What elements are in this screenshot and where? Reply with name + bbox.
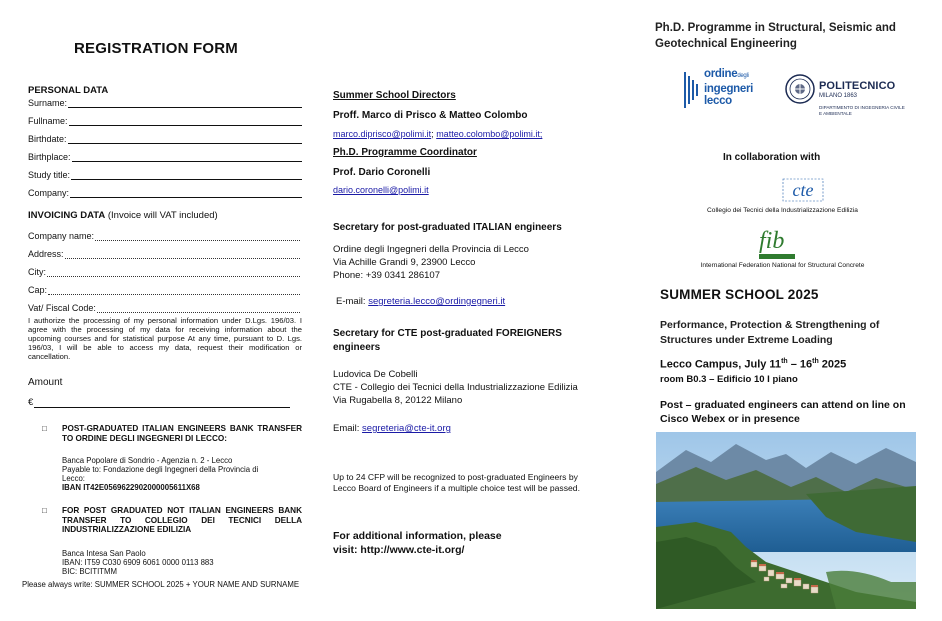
summer-school-room: room B0.3 – Edificio 10 I piano	[660, 374, 798, 385]
surname-field[interactable]	[28, 95, 302, 108]
email-link-ordine[interactable]: segreteria.lecco@ordingegneri.it	[368, 296, 506, 307]
campus-part-b: – 16	[787, 358, 813, 371]
additional-info	[333, 529, 603, 557]
politecnico-year: MILANO 1863	[819, 93, 858, 99]
campus-sup1: th	[781, 358, 788, 365]
invoicing-data-heading	[28, 210, 218, 221]
invoice-vat-field[interactable]	[28, 300, 302, 313]
ordine-ingegneri-logo	[682, 68, 772, 114]
info-line1: For additional information, please	[333, 530, 502, 542]
lake-como-photo	[656, 432, 916, 609]
company-field[interactable]	[28, 185, 302, 198]
politecnico-dept: DIPARTIMENTO DI INGEGNERIA CIVILE E AMBIENTALE	[819, 105, 905, 116]
programme-title: Ph.D. Programme in Structural, Seismic and Geotechnical Engineering	[655, 22, 896, 50]
secretary-cte-address	[333, 368, 578, 407]
cte-mark-icon	[779, 175, 827, 205]
study-title-field[interactable]	[28, 167, 302, 180]
secretary-italian-address	[333, 243, 529, 282]
bank1-details	[62, 456, 262, 492]
bank1-line2: Payable to: Fondazione degli Ingegneri della Provincia di Lecco:	[62, 465, 259, 483]
field-label: Surname:	[28, 98, 68, 108]
cte-caption: Collegio dei Tecnici della Industrializzazione Edilizia	[707, 207, 858, 214]
bank1-heading: POST-GRADUATED ITALIAN ENGINEERS BANK TRANSFER TO ORDINE DEGLI INGEGNERI DI LECCO:	[62, 424, 302, 443]
field-label: Study title:	[28, 170, 71, 180]
privacy-consent-text: I authorize the processing of my personal information under D.Lgs. 196/03. I agree with the processing of my data for receiving information about the upcoming courses and for statistical purpose At any time, pursuant to D. Lgs. 196/03, I will be able to access my data, request their modification or cancellation.	[28, 316, 302, 361]
cte-mark-text: cte	[792, 180, 814, 200]
fib-mark: fib	[759, 228, 785, 254]
ordine-line3: lecco	[704, 95, 732, 107]
ordine-line2: ingegneri	[704, 82, 754, 95]
campus-sup2: th	[812, 358, 819, 365]
secretary-it-line2: Via Achille Grandi 9, 23900 Lecco	[333, 257, 476, 268]
checkbox-italian-engineers[interactable]: □	[42, 424, 47, 433]
coordinator-heading: Ph.D. Programme Coordinator	[333, 147, 477, 158]
email-link-coronelli[interactable]: dario.coronelli@polimi.it	[333, 185, 429, 195]
bank2-line1: Banca Intesa San Paolo	[62, 549, 146, 558]
field-label: Address:	[28, 249, 64, 259]
bank1-iban: IBAN IT42E0569622902000005611X68	[62, 483, 200, 492]
politecnico-logo	[785, 74, 935, 122]
email-link-cte[interactable]: segreteria@cte-it.org	[362, 423, 451, 434]
directors-heading: Summer School Directors	[333, 90, 456, 101]
secretary-it-line3: Phone: +39 0341 286107	[333, 270, 440, 281]
checkbox-foreign-engineers[interactable]: □	[42, 506, 47, 515]
bank2-heading: FOR POST GRADUATED NOT ITALIAN ENGINEERS BANK TRANSFER TO COLLEGIO DEI TECNICI DELLA INDUSTRIALIZZAZIONE EDILIZIA	[62, 506, 302, 534]
secretary-cte-heading: Secretary for CTE post-graduated FOREIGNERS engineers	[333, 328, 562, 353]
secretary-it-line1: Ordine degli Ingegneri della Provincia di Lecco	[333, 244, 529, 255]
cfp-note: Up to 24 CFP will be recognized to post-graduated Engineers by Lecco Board of Engineers if a multiple choice test will be passed.	[333, 472, 580, 493]
fib-logo	[759, 228, 795, 260]
invoicing-heading-note: (Invoice will VAT included)	[105, 210, 218, 221]
fib-caption: International Federation National for Structural Concrete	[700, 262, 865, 269]
payment-note: Please always write: SUMMER SCHOOL 2025 + YOUR NAME AND SURNAME	[22, 580, 300, 589]
email-link-diprisco[interactable]: marco.diprisco@polimi.it	[333, 129, 432, 139]
attendance-note: Post – graduated engineers can attend on line on Cisco Webex or in presence	[660, 399, 906, 425]
coordinator-name: Prof. Dario Coronelli	[333, 167, 431, 178]
secretary-italian-heading: Secretary for post-graduated ITALIAN engineers	[333, 222, 562, 233]
invoice-cap-field[interactable]	[28, 282, 302, 295]
field-label: City:	[28, 267, 46, 277]
field-label: Birthplace:	[28, 152, 71, 162]
fib-bar	[759, 254, 795, 259]
summer-school-subtitle: Performance, Protection & Strengthening of Structures under Extreme Loading	[660, 319, 880, 346]
campus-part-c: 2025	[818, 358, 847, 371]
field-label: Fullname:	[28, 116, 68, 126]
summer-school-dates	[660, 358, 846, 371]
bank2-line2: IBAN: IT59 C030 6909 6061 0000 0113 883	[62, 558, 214, 567]
bank2-details	[62, 549, 302, 576]
birthplace-field[interactable]	[28, 149, 302, 162]
secretary-cte-line1: Ludovica De Cobelli	[333, 369, 418, 380]
field-label: Vat/ Fiscal Code:	[28, 303, 96, 313]
amount-field[interactable]	[28, 396, 290, 408]
invoice-company-name-field[interactable]	[28, 228, 302, 241]
invoice-address-field[interactable]	[28, 246, 302, 259]
collaboration-label: In collaboration with	[723, 152, 821, 163]
email-separator: ;	[431, 129, 437, 139]
directors-names: Proff. Marco di Prisco & Matteo Colombo	[333, 110, 528, 121]
politecnico-name: POLITECNICO	[819, 80, 896, 92]
euro-symbol: €	[28, 397, 34, 408]
field-label: Cap:	[28, 285, 48, 295]
ordine-mark-icon	[682, 70, 702, 110]
field-label: Company name:	[28, 231, 95, 241]
ordine-line1: ordine	[704, 68, 738, 80]
form-title: REGISTRATION FORM	[74, 40, 238, 57]
ordine-wordmark	[704, 68, 753, 108]
field-label: Company:	[28, 188, 70, 198]
cte-logo	[779, 175, 827, 205]
invoice-city-field[interactable]	[28, 264, 302, 277]
birthdate-field[interactable]	[28, 131, 302, 144]
info-line2[interactable]: visit: http://www.cte-it.org/	[333, 544, 465, 556]
personal-data-heading: PERSONAL DATA	[28, 85, 109, 96]
campus-part-a: Lecco Campus, July 11	[660, 358, 782, 371]
email-label: Email:	[333, 423, 363, 434]
directors-emails	[333, 129, 542, 139]
amount-label: Amount	[28, 377, 63, 388]
secretary-italian-email	[336, 295, 505, 308]
email-link-colombo[interactable]: matteo.colombo@polimi.it;	[436, 129, 543, 139]
field-label: Birthdate:	[28, 134, 67, 144]
politecnico-seal-icon	[785, 74, 815, 104]
fullname-field[interactable]	[28, 113, 302, 126]
email-label: E-mail:	[336, 296, 369, 307]
lake-landscape-image	[656, 432, 916, 609]
secretary-cte-line2: CTE - Collegio dei Tecnici della Industrializzazione Edilizia	[333, 382, 578, 393]
secretary-cte-email	[333, 422, 451, 435]
ordine-small: degli	[737, 73, 749, 79]
secretary-cte-line3: Via Rugabella 8, 20122 Milano	[333, 395, 463, 406]
invoicing-heading-bold: INVOICING DATA	[28, 210, 106, 221]
summer-school-title: SUMMER SCHOOL 2025	[660, 287, 819, 302]
bank1-line1: Banca Popolare di Sondrio - Agenzia n. 2 - Lecco	[62, 456, 233, 465]
bank2-line3: BIC: BCITITMM	[62, 567, 118, 576]
